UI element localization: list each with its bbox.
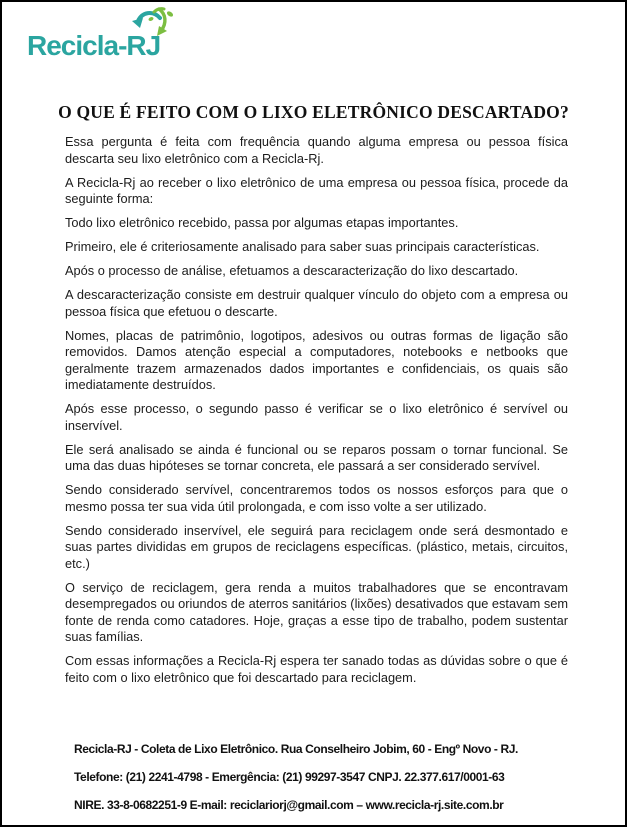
article-body (65, 134, 568, 694)
page-title: O QUE É FEITO COM O LIXO ELETRÔNICO DESCARTADO? (58, 102, 569, 122)
footer (74, 742, 564, 826)
footer-address-line: Recicla-RJ - Coleta de Lixo Eletrônico. Rua Conselheiro Jobim, 60 - Engº Novo - RJ. (74, 742, 518, 756)
paragraph-10: Sendo considerado servível, concentraremos todos os nossos esforços para que o mesmo possa ter sua vida útil prolongada, e com isso volte a ser utilizado. (65, 482, 568, 514)
paragraph-11: Sendo considerado inservível, ele seguirá para reciclagem onde será desmontado e suas partes divididas em grupos de reciclagens específicas. (plástico, metais, circuitos, etc.) (65, 522, 568, 571)
logo-wordmark: Recicla-RJ (27, 30, 161, 61)
paragraph-5: Após o processo de análise, efetuamos a descaracterização do lixo descartado. (65, 263, 519, 278)
paragraph-6: A descaracterização consiste em destruir qualquer vínculo do objeto com a empresa ou pessoa física que efetuou o descarte. (65, 287, 568, 319)
paragraph-12: O serviço de reciclagem, gera renda a muitos trabalhadores que se encontravam desempregados ou oriundos de aterros sanitários (lixões) desativados que estavam sem fonte de renda como catadores. Hoje, graças a esse tipo de trabalho, podem sustentar suas famílias. (65, 579, 568, 644)
logo (27, 6, 167, 60)
footer-phone-line: Telefone: (21) 2241-4798 - Emergência: (21) 99297-3547 CNPJ. 22.377.617/0001-63 (74, 770, 505, 784)
paragraph-8: Após esse processo, o segundo passo é verificar se o lixo eletrônico é servível ou inservível. (65, 401, 568, 433)
paragraph-13: Com essas informações a Recicla-Rj espera ter sanado todas as dúvidas sobre o que é feito com o lixo eletrônico que foi descartado para reciclagem. (65, 653, 568, 685)
paragraph-9: Ele será analisado se ainda é funcional ou se reparos possam o tornar funcional. Se uma das duas hipóteses se tornar concreta, ele passará a ser considerado servível. (65, 441, 568, 473)
paragraph-4: Primeiro, ele é criteriosamente analisado para saber suas principais características. (65, 239, 540, 254)
paragraph-2: A Recicla-Rj ao receber o lixo eletrônico de uma empresa ou pessoa física, procede da seguinte forma: (65, 174, 568, 206)
footer-email-website-line: NIRE. 33-8-0682251-9 E-mail: reciclariorj@gmail.com – www.recicla-rj.site.com.br (74, 798, 504, 812)
paragraph-7: Nomes, placas de patrimônio, logotipos, adesivos ou outras formas de ligação são removidos. Damos atenção especial a computadores, notebooks e netbooks que geralmente trazem armazenados dados importantes e confidenciais, os quais são imediatamente destruídos. (65, 327, 568, 392)
paragraph-3: Todo lixo eletrônico recebido, passa por algumas etapas importantes. (65, 215, 459, 230)
paragraph-1: Essa pergunta é feita com frequência quando alguma empresa ou pessoa física descarta seu lixo eletrônico com a Recicla-Rj. (65, 134, 568, 166)
